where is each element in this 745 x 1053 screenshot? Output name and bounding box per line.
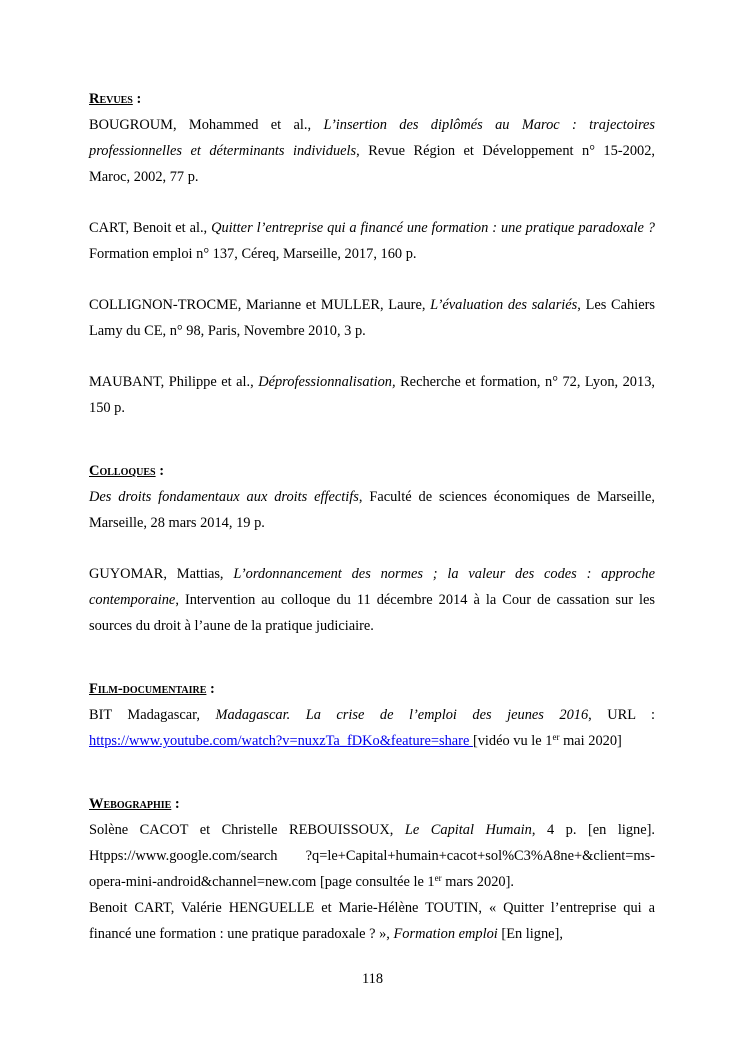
- reference-entry: MAUBANT, Philippe et al., Déprofessionnalisation, Recherche et formation, n° 72, Lyon, 2013, 150 p.: [89, 374, 655, 416]
- reference-entry: Des droits fondamentaux aux droits effectifs, Faculté de sciences économiques de Marseille, Marseille, 28 mars 2014, 19 p.: [89, 489, 655, 531]
- section-heading-webographie: Webographie :: [89, 796, 180, 812]
- section-heading-film: Film-documentaire :: [89, 681, 215, 697]
- reference-entry: CART, Benoit et al., Quitter l’entreprise qui a financé une formation : une pratique paradoxale ? Formation emploi n° 137, Céreq, Marseille, 2017, 160 p.: [89, 220, 656, 262]
- reference-entry: BIT Madagascar, Madagascar. La crise de l’emploi des jeunes 2016, URL : https://www.youtube.com/watch?v=nuxzTa_fDKo&feature=share [vidéo vu le 1er mai 2020]: [89, 707, 655, 749]
- section-heading-revues: Revues :: [89, 91, 142, 107]
- document-page: [89, 86, 655, 947]
- reference-entry: GUYOMAR, Mattias, L’ordonnancement des normes ; la valeur des codes : approche contemporaine, Intervention au colloque du 11 décembre 2014 à la Cour de cassation sur les sources du droit à l’aune de la pratique judiciaire.: [89, 566, 655, 634]
- youtube-link[interactable]: https://www.youtube.com/watch?v=nuxzTa_fDKo&feature=share: [89, 733, 473, 749]
- page-number: 118: [361, 971, 384, 987]
- reference-entry: COLLIGNON-TROCME, Marianne et MULLER, Laure, L’évaluation des salariés, Les Cahiers Lamy du CE, n° 98, Paris, Novembre 2010, 3 p.: [89, 297, 655, 339]
- reference-entry: Benoit CART, Valérie HENGUELLE et Marie-Hélène TOUTIN, « Quitter l’entreprise qui a financé une formation : une pratique paradoxale ? », Formation emploi [En ligne],: [89, 900, 655, 942]
- reference-entry: Solène CACOT et Christelle REBOUISSOUX, Le Capital Humain, 4 p. [en ligne]. Htpps://www.google.com/search ?q=le+Capital+humain+cacot+sol%C3%A8ne+&client=ms-opera-mini-android&channel=new.com [page consultée le 1er mars 2020].: [89, 822, 655, 890]
- section-heading-colloques: Colloques :: [89, 463, 165, 479]
- reference-entry: BOUGROUM, Mohammed et al., L’insertion des diplômés au Maroc : trajectoires professionnelles et déterminants individuels, Revue Région et Développement n° 15-2002, Maroc, 2002, 77 p.: [89, 117, 655, 185]
